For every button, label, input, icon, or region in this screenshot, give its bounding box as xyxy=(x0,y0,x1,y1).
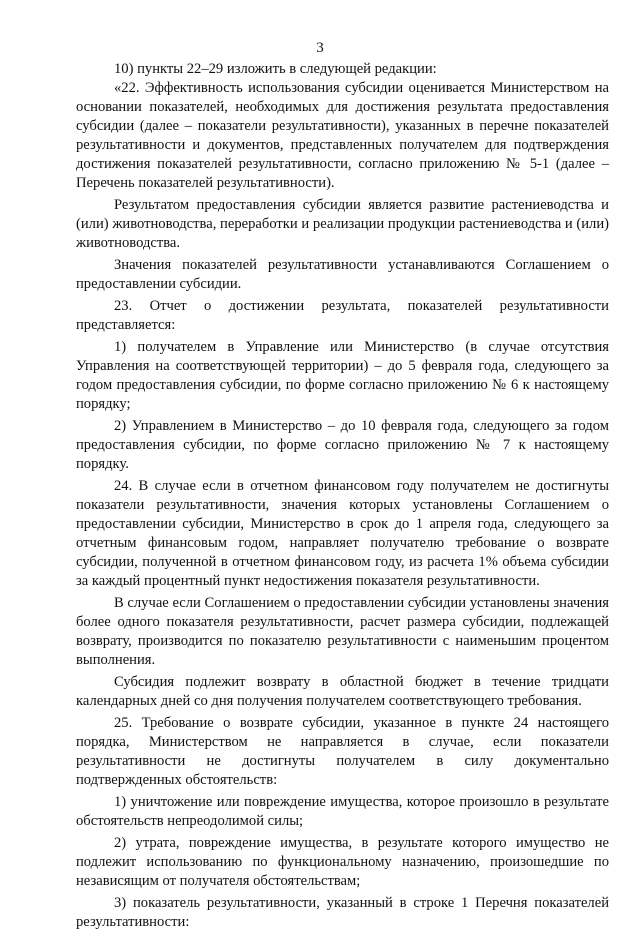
page-number: 3 xyxy=(316,40,324,56)
paragraph-clause-23-item-1: 1) получателем в Управление или Министерство (в случае отсутствия Управления на соответствующей территории) – до 5 февраля года, следующего за годом предоставления субсидии, по форме согласно приложению № 6 к настоящему порядку; xyxy=(76,339,609,412)
paragraph-clause-24: 24. В случае если в отчетном финансовом году получателем не достигнуты показатели результативности, значения которых установлены Соглашением о предоставлении субсидии, Министерство в срок до 1 апреля года, следующего за отчетным финансовым годом, направляет получателю требование о возврате субсидии, полученной в отчетном финансовом году, из расчета 1% объема субсидии за каждый процентный пункт недостижения показателя результативности. xyxy=(76,478,609,589)
paragraph-clause-25-item-1: 1) уничтожение или повреждение имущества, которое произошло в результате обстоятельств непреодолимой силы; xyxy=(76,794,609,829)
paragraph-multiple-indicators: В случае если Соглашением о предоставлении субсидии установлены значения более одного показателя результативности, расчет размера субсидии, подлежащей возврату, производится по показателю результативности с наименьшим процентом выполнения. xyxy=(76,595,609,668)
paragraph-clause-22: «22. Эффективность использования субсидии оценивается Министерством на основании показателей, необходимых для достижения результата предоставления субсидии (далее – показатели результативности), указанных в перечне показателей результативности и документов, представленных получателем для подтверждения достижения показателей результативности, согласно приложению № 5-1 (далее – Перечень показателей результативности). xyxy=(76,80,609,191)
paragraph-refund-term: Субсидия подлежит возврату в областной бюджет в течение тридцати календарных дней со дня получения получателем соответствующего требования. xyxy=(76,674,609,709)
paragraph-clause-23-item-2: 2) Управлением в Министерство – до 10 февраля года, следующего за годом предоставления субсидии, по форме согласно приложению № 7 к настоящему порядку. xyxy=(76,418,609,472)
paragraph-clause-23: 23. Отчет о достижении результата, показателей результативности представляется: xyxy=(76,298,609,333)
paragraph-clause-25: 25. Требование о возврате субсидии, указанное в пункте 24 настоящего порядка, Министерством не направляется в случае, если показатели результативности не достигнуты получателем в силу документально подтвержденных обстоятельств: xyxy=(76,715,609,788)
paragraph-indicator-values: Значения показателей результативности устанавливаются Соглашением о предоставлении субсидии. xyxy=(76,257,609,292)
paragraph-clause-25-item-2: 2) утрата, повреждение имущества, в результате которого имущество не подлежит использованию по функциональному назначению, произошедшие по независящим от получателя обстоятельствам; xyxy=(76,835,609,889)
document-body xyxy=(76,60,609,932)
paragraph-item-10: 10) пункты 22–29 изложить в следующей редакции: xyxy=(114,61,437,77)
paragraph-clause-25-item-3: 3) показатель результативности, указанный в строке 1 Перечня показателей результативности: xyxy=(76,895,609,930)
paragraph-subsidy-result: Результатом предоставления субсидии является развитие растениеводства и (или) животноводства, переработки и реализации продукции растениеводства и (или) животноводства. xyxy=(76,197,609,251)
